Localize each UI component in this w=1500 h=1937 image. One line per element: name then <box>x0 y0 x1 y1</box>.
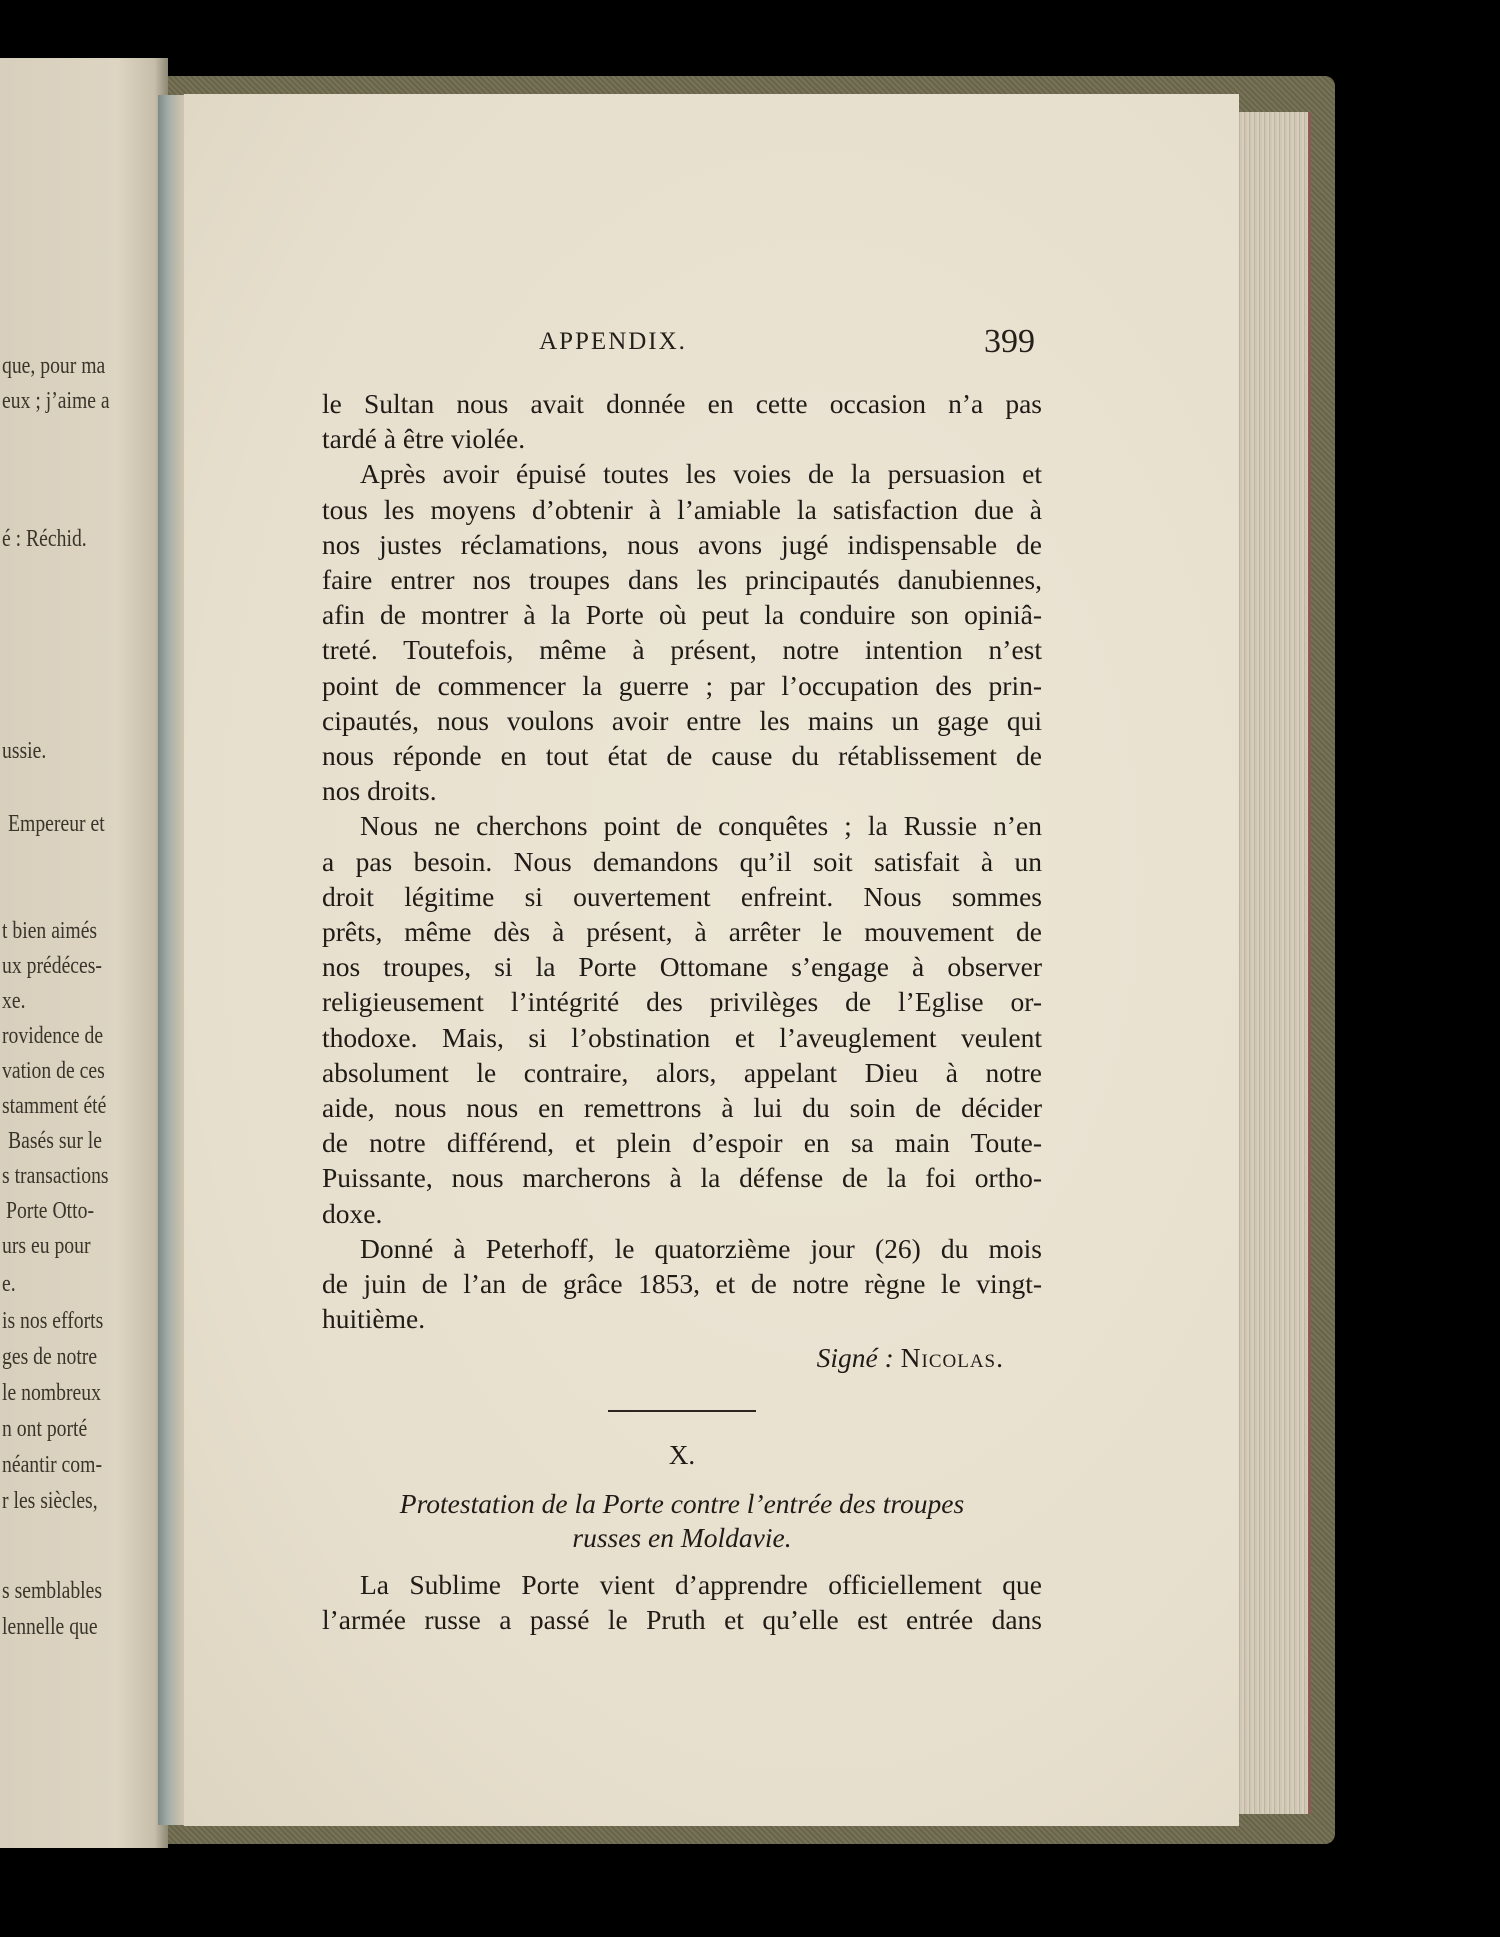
paragraph <box>322 456 1042 808</box>
text-line: Après avoir épuisé toutes les voies de la persuasion et <box>360 458 1042 490</box>
text-line: Donné à Peterhoff, le quatorzième jour (26) du mois <box>360 1232 1042 1264</box>
book-page <box>184 94 1239 1826</box>
section-title-line: russes en Moldavie. <box>572 1521 792 1553</box>
facing-page-line: eux ; j’aime a <box>2 388 110 414</box>
facing-page-line: s semblables <box>2 1578 103 1604</box>
text-line: nos droits. <box>322 775 437 807</box>
facing-page-line: s transactions <box>2 1163 109 1189</box>
text-line: a pas besoin. Nous demandons qu’il soit satisfait à un <box>322 845 1042 877</box>
facing-page-line: é : Réchid. <box>2 526 87 552</box>
text-line: doxe. <box>322 1197 383 1229</box>
facing-page-line: vation de ces <box>2 1058 105 1084</box>
text-line: Puissante, nous marcherons à la défense de la foi ortho- <box>322 1162 1042 1194</box>
facing-page-line: urs eu pour <box>2 1233 91 1259</box>
facing-page-line: is nos efforts <box>2 1308 104 1334</box>
text-line: huitième. <box>322 1303 426 1335</box>
paragraph <box>322 386 1042 456</box>
facing-page-line: Porte Otto- <box>6 1198 95 1224</box>
facing-page-line: Basés sur le <box>8 1128 103 1154</box>
page-header <box>184 323 1239 368</box>
running-head: APPENDIX. <box>539 328 687 355</box>
text-line: l’armée russe a passé le Pruth et qu’elle est entrée dans <box>322 1604 1042 1636</box>
text-line: thodoxe. Mais, si l’obstination et l’aveuglement veulent <box>322 1021 1042 1053</box>
facing-page-line: t bien aimés <box>2 918 98 944</box>
text-line: de juin de l’an de grâce 1853, et de notre règne le vingt- <box>322 1268 1042 1300</box>
facing-page-line: néantir com- <box>2 1452 103 1478</box>
facing-page-line: e. <box>2 1271 16 1297</box>
text-line: cipautés, nous voulons avoir entre les mains un gage qui <box>322 704 1042 736</box>
page-number: 399 <box>984 323 1035 360</box>
facing-page-line: ges de notre <box>2 1344 98 1370</box>
facing-page-line: ussie. <box>2 738 47 764</box>
paragraph <box>322 1231 1042 1337</box>
text-line: religieusement l’intégrité des privilèges de l’Eglise or- <box>322 986 1042 1018</box>
facing-page-line: ux prédéces- <box>2 953 102 979</box>
text-line: point de commencer la guerre ; par l’occupation des prin- <box>322 669 1042 701</box>
section-title-line: Protestation de la Porte contre l’entrée des troupes <box>399 1487 965 1519</box>
text-line: aide, nous nous en remettrons à lui du soin de décider <box>322 1092 1042 1124</box>
paragraph <box>322 808 1042 1230</box>
facing-page-line: r les siècles, <box>2 1488 98 1514</box>
signature-label: Signé : <box>816 1342 894 1374</box>
text-line: prêts, même dès à présent, à arrêter le mouvement de <box>322 916 1042 948</box>
facing-page-line: rovidence de <box>2 1023 104 1049</box>
text-line: le Sultan nous avait donnée en cette occasion n’a pas <box>322 388 1042 419</box>
text-line: nos troupes, si la Porte Ottomane s’engage à observer <box>322 951 1042 983</box>
text-line: treté. Toutefois, même à présent, notre intention n’est <box>322 634 1042 666</box>
facing-page-line: le nombreux <box>2 1380 101 1406</box>
facing-page-line: xe. <box>2 988 26 1014</box>
facing-page <box>0 58 168 1848</box>
text-line: faire entrer nos troupes dans les principautés danubiennes, <box>322 564 1042 596</box>
text-line: tous les moyens d’obtenir à l’amiable la satisfaction due à <box>322 493 1042 525</box>
text-line: de notre différend, et plein d’espoir en sa main Toute- <box>322 1127 1042 1159</box>
facing-page-line: que, pour ma <box>2 353 106 379</box>
text-line: nos justes réclamations, nous avons jugé indispensable de <box>322 528 1042 560</box>
facing-page-line: Empereur et <box>8 811 105 837</box>
signature-name: Nicolas. <box>900 1342 1004 1374</box>
facing-page-line: stamment été <box>2 1093 107 1119</box>
paragraph <box>322 1567 1042 1637</box>
facing-page-line: n ont porté <box>2 1416 88 1442</box>
text-line: afin de montrer à la Porte où peut la conduire son opiniâ- <box>322 599 1042 631</box>
section-number: X. <box>668 1439 696 1470</box>
text-line: nous réponde en tout état de cause du rétablissement de <box>322 740 1042 772</box>
text-line: Nous ne cherchons point de conquêtes ; la Russie n’en <box>360 810 1042 842</box>
facing-page-line: lennelle que <box>2 1614 98 1640</box>
section-divider <box>608 1410 756 1412</box>
signature <box>322 1340 1042 1375</box>
text-line: La Sublime Porte vient d’apprendre officiellement que <box>360 1568 1042 1600</box>
page-text <box>322 386 1042 1637</box>
section-title <box>322 1487 1042 1555</box>
text-line: absolument le contraire, alors, appelant Dieu à notre <box>322 1056 1042 1088</box>
text-line: tardé à être violée. <box>322 423 526 455</box>
text-line: droit légitime si ouvertement enfreint. Nous sommes <box>322 880 1042 912</box>
